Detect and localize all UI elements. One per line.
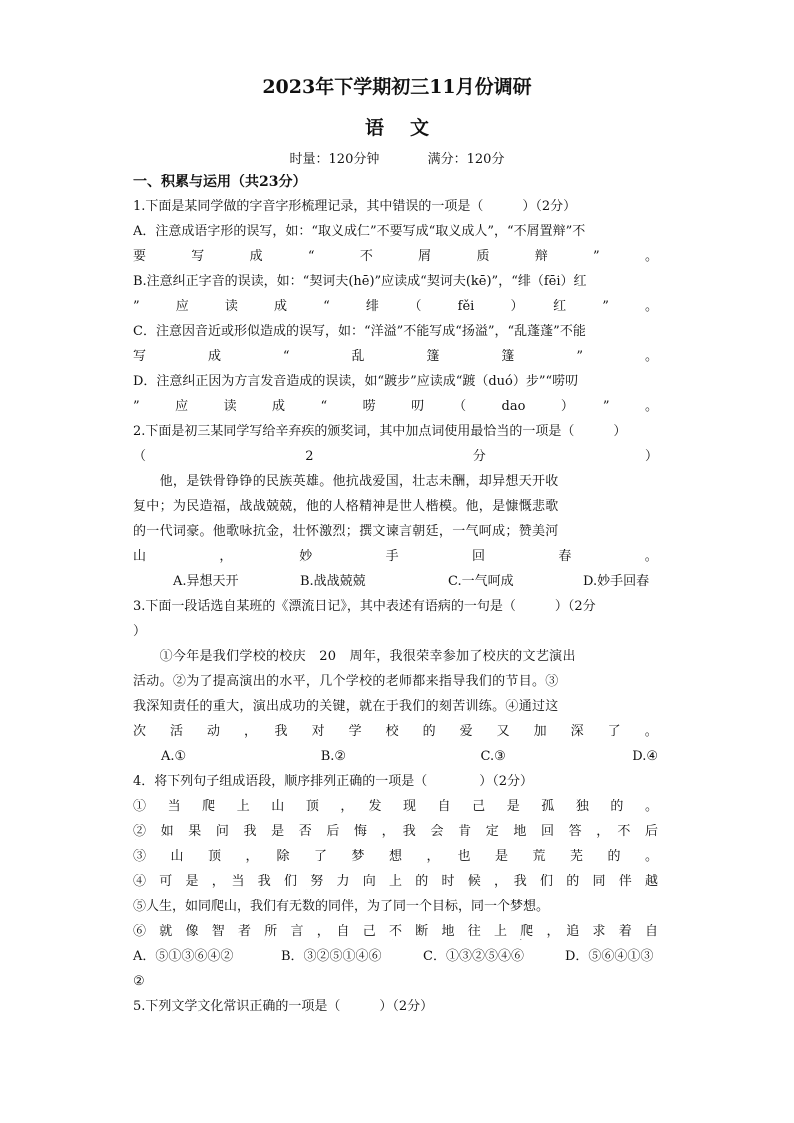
q3-option-a: A.① [161, 749, 187, 764]
q1-option-c-line1: C．注意因音近或形似造成的误写，如：“洋溢”不能写成“扬溢”，“乱蓬蓬”不能 [133, 324, 586, 339]
q3-stem-line2: ） [133, 624, 147, 639]
q4-sentence-6: ⑥ 就 像 智 者 所 言 ， 自 己 不 断 地 往 上 爬 ， 追 求 着 自 [133, 924, 658, 939]
q1-option-d-line1: D．注意纠正因为方言发音造成的误读，如“踱步”应读成“踱（duó）步”“唠叨 [133, 374, 579, 389]
q4-option-d: D．⑤⑥④①③ [565, 949, 654, 964]
q3-options [133, 749, 658, 765]
q4-sentence-2: ② 如 果 问 我 是 否 后 悔 ， 我 会 肯 定 地 回 答 ， 不 后 [133, 824, 658, 839]
q1-option-a-line1: A．注意成语字形的误写，如：“取义成仁”不要写成“取义成人”，“不屑置辩”不 [133, 224, 586, 239]
q4-option-b: B．③②⑤①④⑥ [281, 949, 382, 964]
q4-option-c: C．①③②⑤④⑥ [423, 949, 524, 964]
q2-option-c: C.一气呵成 [448, 574, 514, 589]
subject-title: 语文 [364, 117, 455, 139]
q4-stem: 4．将下列句子组成语段，顺序排列正确的一项是（ ）（2分） [133, 774, 534, 789]
q2-option-b: B.战战兢兢 [300, 574, 366, 589]
q4-sentence-5: ⑤人生，如同爬山，我们有无数的同伴，为了同一个目标，同一个梦想。 [133, 899, 550, 914]
q2-score: （ 2 分 ） [133, 449, 658, 464]
time-limit: 时量：120分钟 [289, 152, 380, 167]
q4-option-d-wrap: ② [133, 974, 145, 989]
q3-option-b: B.② [320, 749, 347, 764]
q3-option-d: D.④ [632, 749, 659, 764]
q1-option-b-line1: B.注意纠正字音的误读，如：“契诃夫(hē)”应读成“契诃夫(kē)”，“绯（fēi）红 [133, 274, 587, 289]
q2-option-d: D.妙手回春 [583, 574, 650, 589]
q1-option-d-line2: ” 应 读 成 “ 唠 叨 （ dao ） ” 。 [133, 399, 658, 414]
q2-passage-line3: 的一代词豪。他歌咏抗金，壮怀激烈；撰文谏言朝廷，一气呵成；赞美河 [133, 524, 559, 539]
q3-stem-line1: 3.下面一段话选自某班的《漂流日记》，其中表述有语病的一句是（ ）（2分 [133, 599, 596, 614]
exam-title: 2023年下学期初三11月份调研 [262, 76, 532, 98]
q5-stem: 5.下列文学文化常识正确的一项是（ ）（2分） [133, 999, 434, 1014]
q4-sentence-3: ③ 山 顶 ， 除 了 梦 想 ， 也 是 荒 芜 的 。 [133, 849, 658, 864]
q4-sentence-1: ① 当 爬 上 山 顶 ， 发 现 自 己 是 孤 独 的 。 [133, 799, 658, 814]
q3-passage-line2: 活动。②为了提高演出的水平，几个学校的老师都来指导我们的节目。③ [133, 674, 559, 689]
q4-sentence-4: ④ 可 是 ， 当 我 们 努 力 向 上 的 时 候 ， 我 们 的 同 伴 越 [133, 874, 658, 889]
q4-options [133, 949, 658, 965]
q3-passage-line1: ①今年是我们学校的校庆 20 周年，我很荣幸参加了校庆的文艺演出 [133, 649, 576, 664]
q2-passage-line4: 山 ， 妙 手 回 春 。 [133, 549, 658, 564]
q2-passage-line1: 他，是铁骨铮铮的民族英雄。他抗战爱国，壮志未酬，却异想天开收 [133, 474, 559, 489]
q1-option-a-line2: 要 写 成 “ 不 屑 质 辩 ” 。 [133, 249, 658, 264]
full-score: 满分：120分 [427, 152, 505, 167]
q1-option-b-line2: ” 应 读 成 “ 绯 （ fěi ） 红 ” 。 [133, 299, 658, 314]
section-title: 一、积累与运用（共23分） [133, 174, 307, 190]
q2-options [133, 574, 658, 590]
q3-passage-line4: 次 活 动 ， 我 对 学 校 的 爱 又 加 深 了 。 [133, 724, 658, 739]
q2-passage-line2: 复中；为民造福，战战兢兢，他的人格精神是世人楷模。他，是慷慨悲歌 [133, 499, 559, 514]
q3-option-c: C.③ [480, 749, 506, 764]
q3-passage-line3: 我深知责任的重大，演出成功的关键，就在于我们的刻苦训练。④通过这 [133, 699, 559, 714]
q1-option-c-line2: 写 成 “ 乱 篷 篷 ” 。 [133, 349, 658, 364]
exam-meta [0, 148, 794, 167]
q1-stem: 1.下面是某同学做的字音字形梳理记录，其中错误的一项是（ ）（2分） [133, 199, 577, 214]
q2-option-a: A.异想天开 [173, 574, 239, 589]
q4-option-a: A．⑤①③⑥④② [133, 949, 234, 964]
q2-stem: 2.下面是初三某同学写给辛弃疾的颁奖词，其中加点词使用最恰当的一项是（ ） [133, 424, 627, 439]
